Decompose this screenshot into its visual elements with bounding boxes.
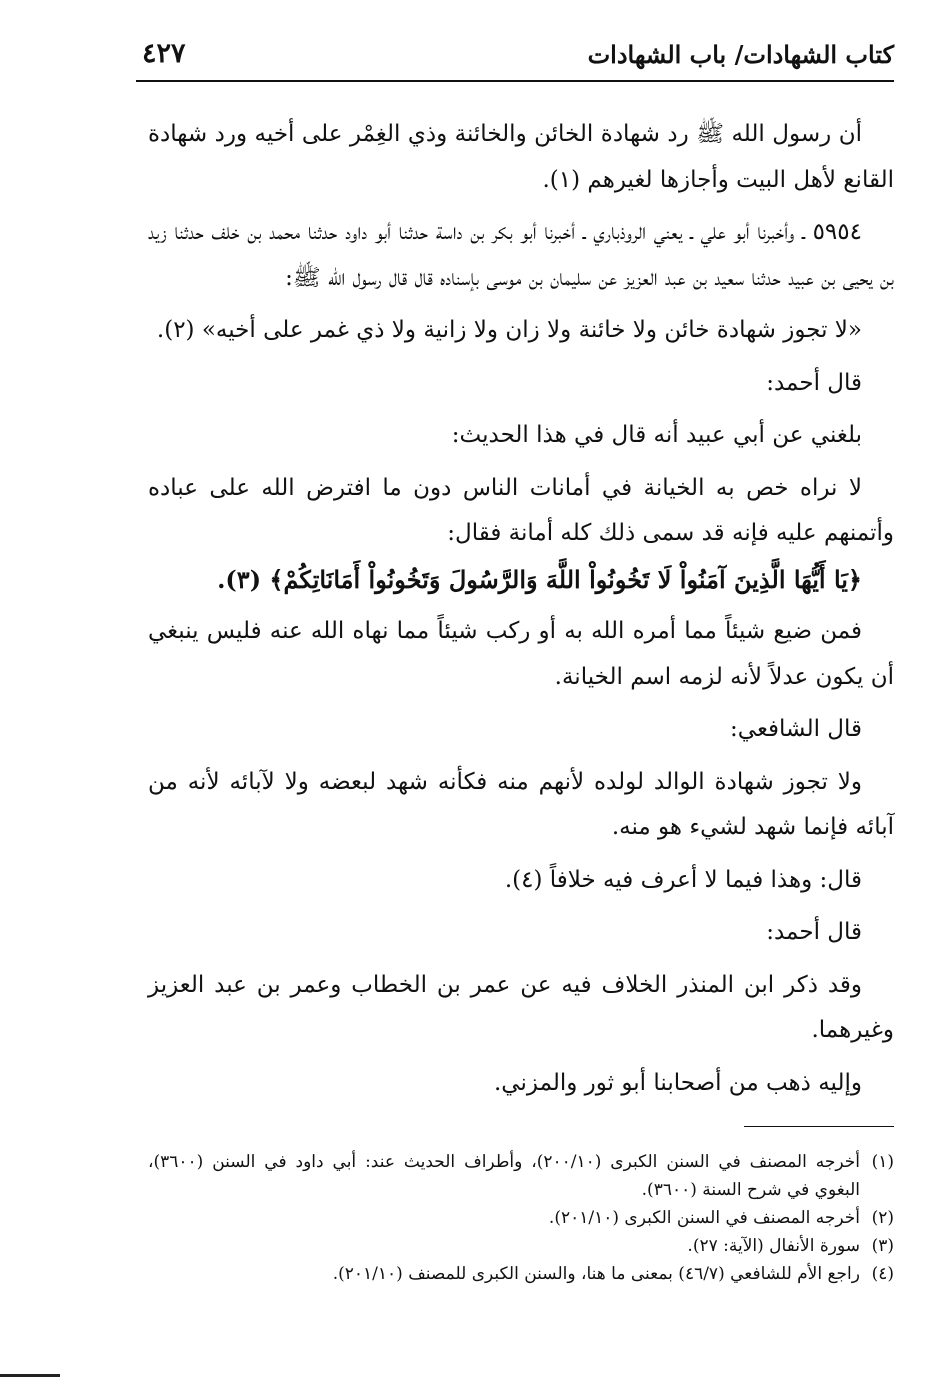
footnotes (148, 1148, 894, 1288)
paragraph-speaker-ahmad: قال أحمد: (766, 369, 862, 396)
footnote-text: سورة الأنفال (الآية: ٢٧). (687, 1236, 860, 1256)
paragraph-hadith-isnad: ٥٩٥٤ ـ وأخبرنا أبو علي ـ يعني الروذباري ـ أخبرنا أبو بكر بن داسة حدثنا أبو داود حدثنا محمد بن خلف حدثنا زيد بن يحيى بن عبيد حدثنا سعيد بن عبد العزيز عن سليمان بن موسى بإسناده قال قال رسول الله ﷺ: (148, 219, 894, 291)
running-header (136, 34, 894, 82)
footnote-number: (٣) (871, 1236, 894, 1256)
footnote-text: أخرجه المصنف في السنن الكبرى (٢٠١/١٠). (548, 1208, 860, 1228)
paragraph-conclusion: فمن ضيع شيئاً مما أمره الله به أو ركب شيئاً مما نهاه الله عنه فليس ينبغي أن يكون عدلاً لأنه لزمه اسم الخيانة. (148, 618, 894, 690)
paragraph-no-dispute: قال: وهذا فيما لا أعرف فيه خلافاً (٤). (504, 866, 862, 893)
chapter-title: كتاب الشهادات/ باب الشهادات (587, 40, 894, 69)
paragraph-ibn-mundhir: وقد ذكر ابن المنذر الخلاف فيه عن عمر بن الخطاب وعمر بن عبد العزيز وغيرهما. (148, 971, 894, 1043)
paragraph-abu-ubaid: بلغني عن أبي عبيد أنه قال في هذا الحديث: (451, 422, 862, 448)
paragraph-abu-thawr: وإليه ذهب من أصحابنا أبو ثور والمزني. (494, 1069, 862, 1096)
footnote-item (148, 1204, 894, 1232)
paragraph-hadith-quote: «لا تجوز شهادة خائن ولا خائنة ولا زان ولا زانية ولا ذي غمر على أخيه» (٢). (156, 317, 862, 343)
scan-edge-mark (0, 1374, 60, 1377)
footnote-text: راجع الأم للشافعي (٤٦/٧) بمعنى ما هنا، والسنن الكبرى للمصنف (٢٠١/١٠). (332, 1264, 860, 1284)
paragraph-speaker-ahmad-2: قال أحمد: (766, 919, 862, 945)
footnote-number: (٢) (871, 1208, 894, 1228)
paragraph-shafii-ruling: ولا تجوز شهادة الوالد لولده لأنهم منه فكأنه شهد لبعضه ولا لآبائه لأنه من آبائه فإنما شهد لشيء هو منه. (148, 768, 894, 840)
quran-verse: ﴿يَا أَيُّهَا الَّذِينَ آمَنُواْ لَا تَخُونُواْ اللَّهَ وَالرَّسُولَ وَتَخُونُواْ أَمَانَاتِكُمْ﴾ (٣). (217, 564, 862, 594)
paragraph-speaker-shafii: قال الشافعي: (730, 716, 862, 742)
footnote-divider (744, 1126, 894, 1127)
footnote-number: (١) (871, 1152, 894, 1172)
main-text (148, 112, 894, 1106)
paragraph-explanation: لا نراه خص به الخيانة في أمانات الناس دون ما افترض الله على عباده وأتمنهم عليه فإنه قد سمى ذلك كله أمانة فقال: (148, 474, 894, 546)
paragraph-hadith-text: أن رسول الله ﷺ رد شهادة الخائن والخائنة وذي الغِمْر على أخيه ورد شهادة القانع لأهل البيت وأجازها لغيرهم (١). (148, 121, 894, 193)
footnote-text: أخرجه المصنف في السنن الكبرى (٢٠٠/١٠)، وأطراف الحديث عند: أبي داود في السنن (٣٦٠٠)، البغوي في شرح السنة (٣٦٠٠). (148, 1152, 861, 1200)
footnote-item (148, 1260, 894, 1288)
footnote-number: (٤) (871, 1264, 894, 1284)
footnote-item (148, 1148, 894, 1204)
page-number: ٤٢٧ (142, 38, 186, 69)
footnote-item (148, 1232, 894, 1260)
